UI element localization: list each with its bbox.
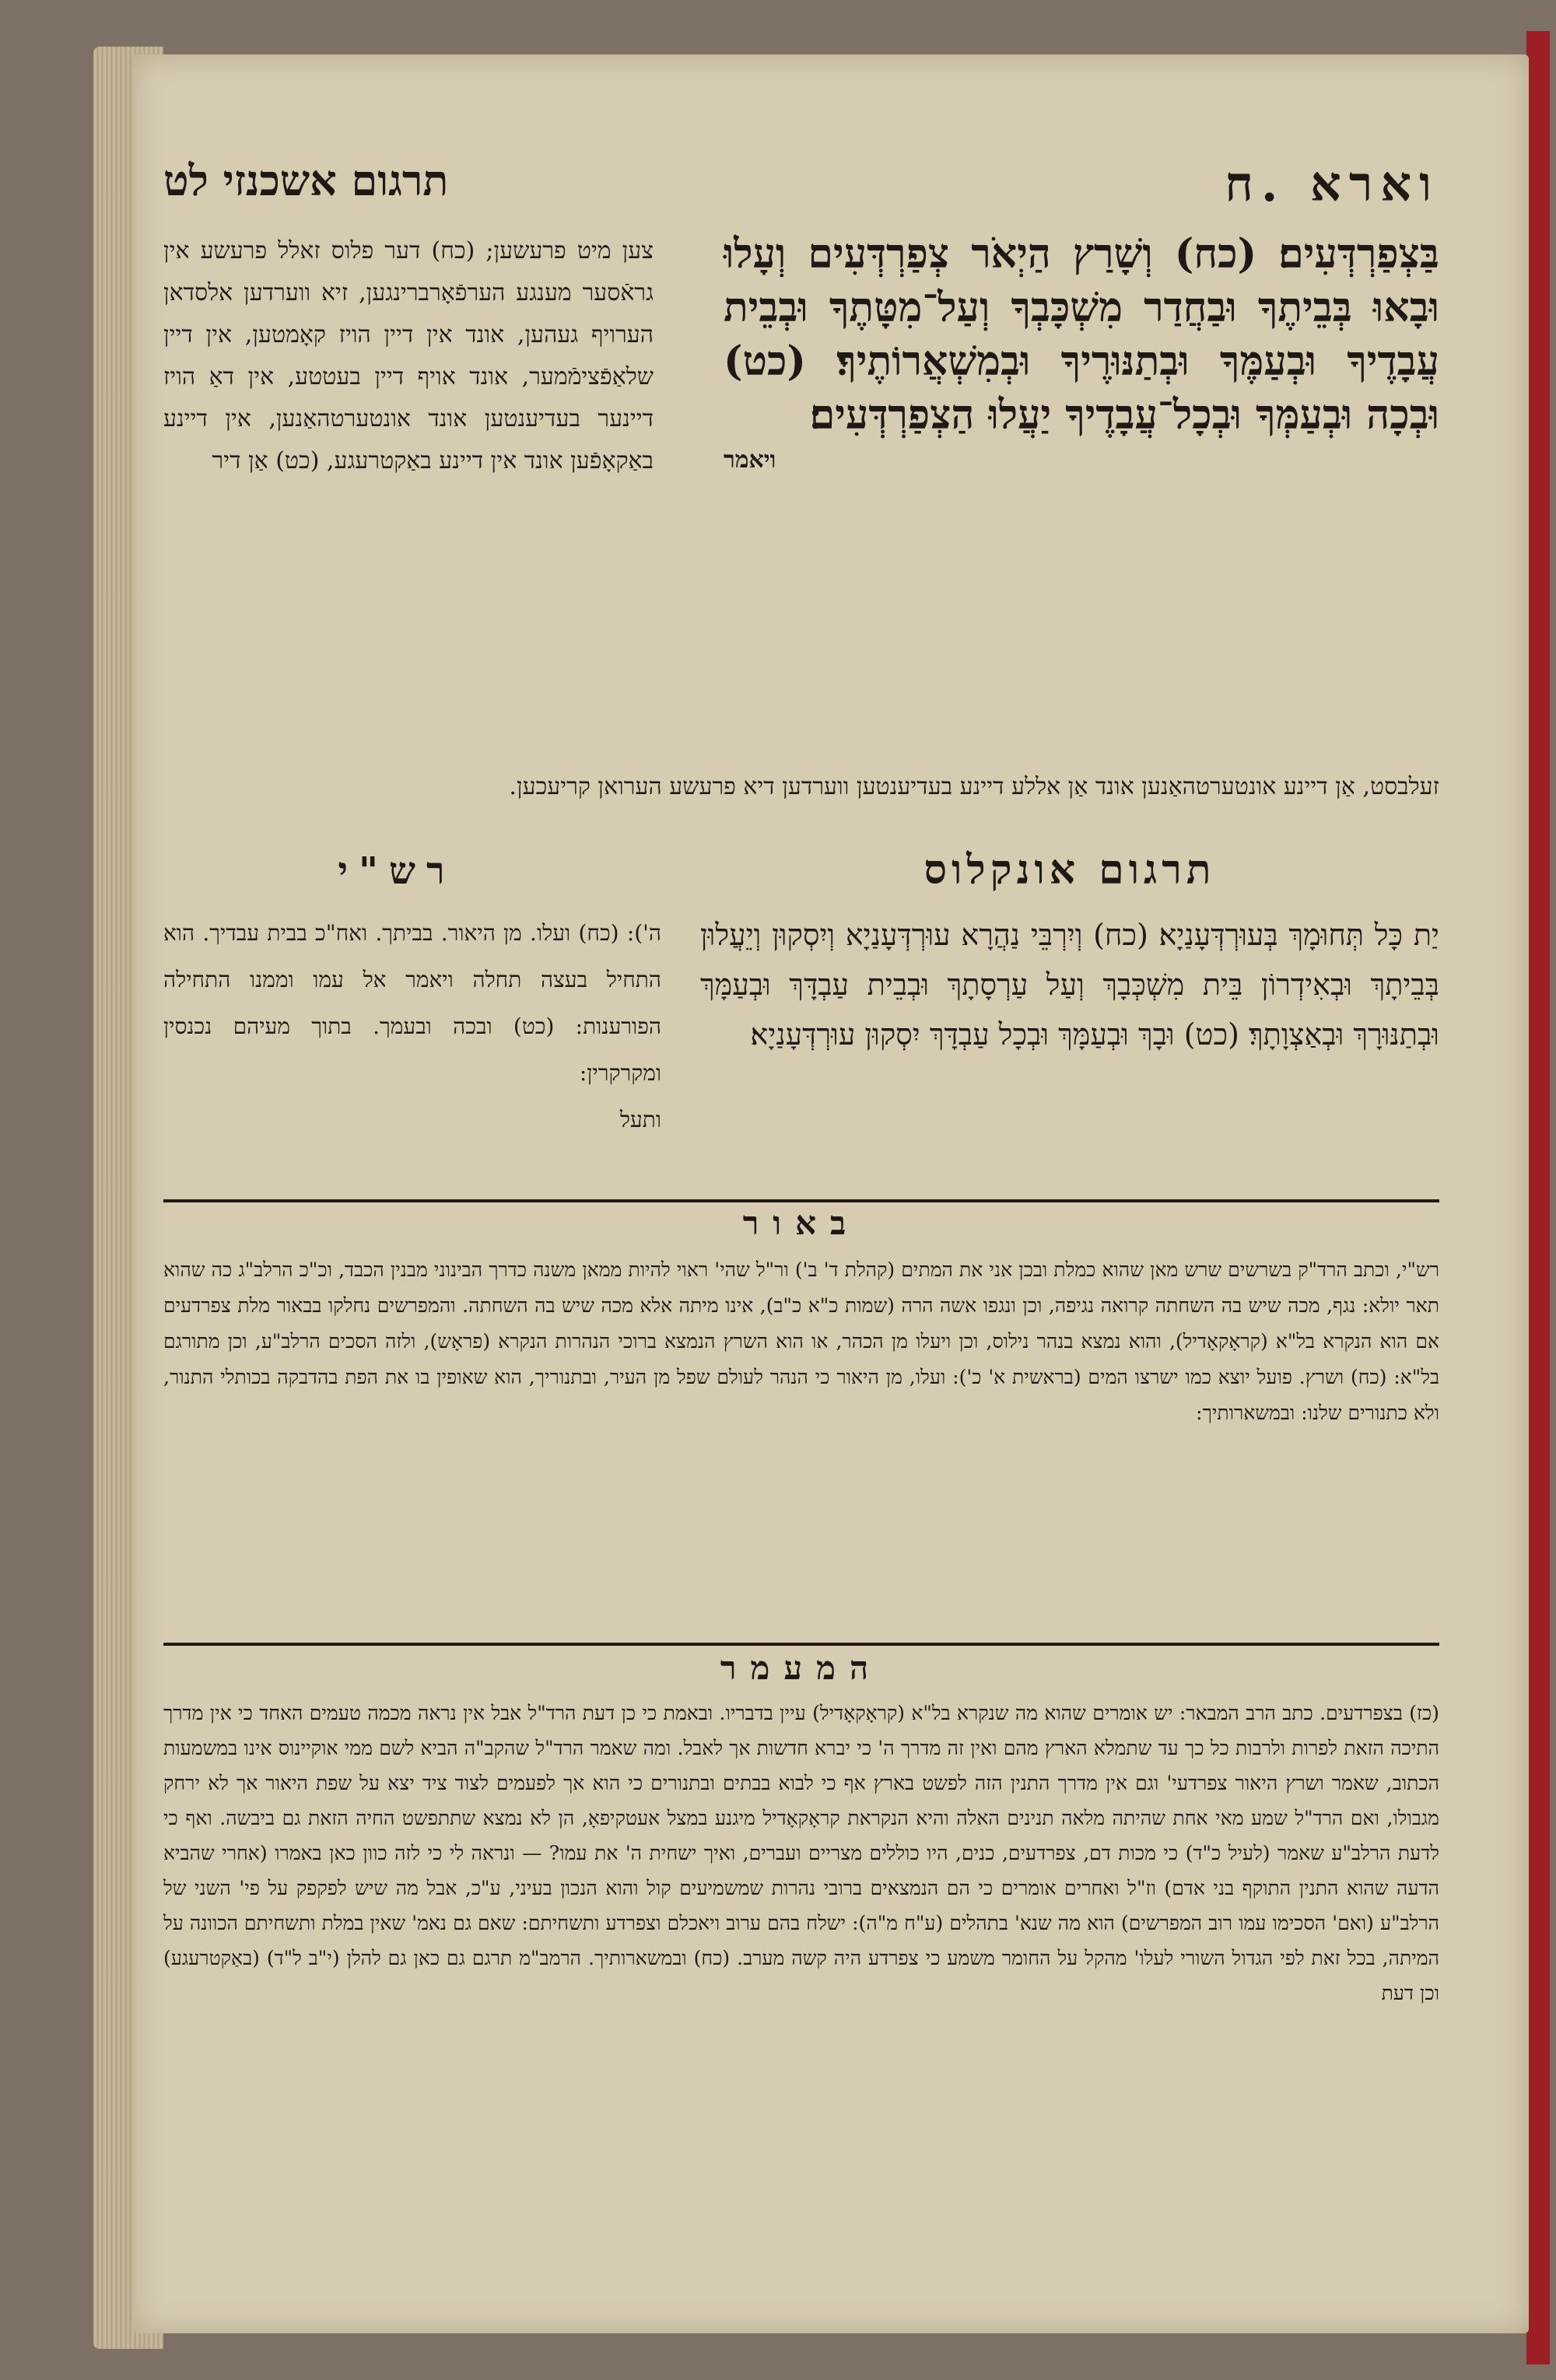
biur-text: רש"י, וכתב הרד"ק בשרשים שרש מאן שהוא כמלת ובכן אני את המתים (קהלת ד' ב') ור"ל שהי' ראוי להיות ממאן משנה כדרך הבינוני מבנין הכבד, וכ"כ הרלב"ג כה שהוא תאר יולא: נגף, מכה שיש בה השחתה קרואה נגיפה, וכן ונגפו אשה הרה (שמות כ"א כ"ב), אינו מיתה אלא מכה שיש בה השחתה. והמפרשים נחלקו בבאור מלת צפרדעים אם הוא הנקרא בל"א (קראָקאָדיל), והוא נמצא בנהר נילוס, וכן ויעלו מן הכהר, או הוא השרץ הנמצא ברוכי הנהרות הנקרא (פראָש), ולזה הסכים הרלב"ע, וכן מתורגם בל"א: (כח) ושרץ. פועל יוצא כמו ישרצו המים (בראשית א' כ'): ועלו, מן היאור כי הנהר לעולם שפל מן העיר, ובתנוריך, הוא שאופין בו את הפת בהדבקה בכותלי התנור, ולא כתנורים שלנו: ובמשארותיך: — [163, 1258, 1439, 1424]
yiddish-continuation: זעלבסט, אַן דיינע אונטערטהאַנען אונד אַן אללע דיינע בעדיענטען ווערדען דיא פרעשע הערואן קריעכען. — [509, 773, 1439, 800]
measef-text: (כז) בצפרדעים. כתב הרב המבאר: יש אומרים שהוא מה שנקרא בל"א (קראָקאָדיל) עיין בדבריו. ובאמת כי כן דעת הרד"ל אבל אין נראה מכמה טעמים האחד כי אין מדרך התיכה הזאת לפרות ולרבות כל כך עד שתמלא הארץ מהם ואין זה מדרך ה' כי יברא חדשות אך לאבל. ומה שאמר הרד"ל שהקב"ה הביא לשם ממי אוקיינוס אינו במשמעות הכתוב, שאמר ושרץ היאור צפרדעי' וגם אין מדרך התנין הזה לפשט בארץ אף כי לבוא בבתים ובתנורים כי הוא אך לפעמים לצוד ציד יצא על שפת היאור אך לא ירחק מגבולו, ואם הרד"ל שמע מאי אחת שהיתה מלאה תנינים האלה והיא הנקראת קראָקאָדיל מיגנע במצל אעטקיפאָ, הן לא נמצא שתתפשט החיה הזאת גם ביבשה. ואף כי לדעת הרלב"ע שאמר (לעיל כ"ד) כי מכות דם, צפרדעים, כנים, היו כוללים מצריים ועברים, ואיך ישחית ה' את עמו? — ונראה לי כי לזה כוון כאן באמרו (אחרי שהביא הדעה שהוא התנין התוקף בני אדם) וז"ל ואחרים אומרים כי הם הנמצאים ברובי נהרות שמשמיעים קול והוא הנכון בעיני, ע"כ, אבל מה שיש לפקפק על פי' השני של הרלב"ע (ואם' הסכימו עמו רוב המפרשים) הוא מה שנא' בתהלים (ע"ח מ"ה): ישלח בהם ערוב ויאכלם וצפרדע ותשחיתם: שאם גם נאמ' שאין במלת ותשחיתם הכוונה על המיתה, בכל זאת לפי הגדול השורי לעלו' מהקל על החומר משמע כי צפרדע היה קשה מערב. (כח) ובמשארותיך. הרמב"מ תרגם גם כאן גם להלן (י"ב ל"ד) (באַקטרעגע) וכן דעת — [163, 1702, 1439, 2004]
torah-text-block — [724, 227, 1439, 476]
torah-verses: בַּצְפַרְדְּעִים׃ (כח) וְשָׁרַץ הַיְאֹר צְפַרְדְּעִים וְעָלוּ וּבָאוּ בְּבֵיתֶךָ וּבַחֲדַר מִשְׁכָּבְךָ וְעַל־מִטָּתֶךָ וּבְבֵית עֲבָדֶיךָ וּבְעַמֶּךָ וּבְתַנּוּרֶיךָ וּבְמִשְׁאֲרוֹתֶיךָ׃ (כט) וּבְכָה וּבְעַמְּךָ וּבְכָל־עֲבָדֶיךָ יַעֲלוּ הַצְפַרְדְּעִים׃ — [724, 230, 1439, 439]
biur-title: באור — [742, 1204, 860, 1242]
rashi-text — [163, 910, 661, 1143]
parsha-header: וארא .ח — [1225, 156, 1439, 212]
targum-header: תרגום אשכנזי לט — [163, 156, 449, 205]
page-content — [163, 0, 1439, 2333]
measef-title: המעמר — [720, 1649, 883, 1687]
divider-rule — [163, 1643, 1439, 1646]
rashi-body: ה'): (כח) ועלו. מן היאור. בביתך. ואח"כ בבית עבדיך. הוא התחיל בעצה תחלה ויאמר אל עמו וממנו התחילה הפורענות: (כט) ובכה ובעמך. בתוך מעיהם נכנסין ומקרקרין: — [163, 920, 661, 1086]
torah-catchword: ויאמר — [724, 446, 776, 474]
divider-rule — [163, 1199, 1439, 1202]
rashi-catchword: ותעל — [619, 1107, 661, 1132]
onkelos-text: יַת כָּל תְּחוּמָךְ בְּעוּרְדְּעָנַיָא׃ (כח) וְיִרְבֵּי נַהֲרָא עוּרְדְּעָנַיָא וְיִסְקוּן וְיֵעֲלוּן בְּבֵיתָךְ וּבְאִידְרוֹן בֵּית מִשְׁכְּבָךְ וְעַל עַרְסָתָךְ וּבְבֵית עַבְדָּךְ וּבְעַמָּךְ וּבְתַנּוּרָךְ וּבְאַצְוָתָךְ׃ (כט) וּבָךְ וּבְעַמָּךְ וּבְכָל עַבְדָּךְ יִסְקוּן עוּרְדְּעָנַיָא׃ — [700, 918, 1439, 1052]
yiddish-translation: צען מיט פרעשען; (כח) דער פלוס זאלל פרעשע אין גראֿסער מענגע הערפֿאָרברינגען, זיא ווערדען אלסדאן הערויף געהען, אונד אין דיין הויז קאָמטען, אין דיין שלאַפֿצימֿמער, אונד אויף דיין בעטטע, אין דאַ הויז דיינער בעדיענטען אונד אונטערטהאַנען, אין דיינע באַקאָפֿען אונד אין דיינע באַקטרעגע, (כט) אַן דיר — [163, 237, 654, 474]
onkelos-title: תרגום אונקלוס — [923, 846, 1216, 894]
rashi-title: רש"י — [338, 849, 456, 893]
binding-edge — [1526, 31, 1550, 2364]
